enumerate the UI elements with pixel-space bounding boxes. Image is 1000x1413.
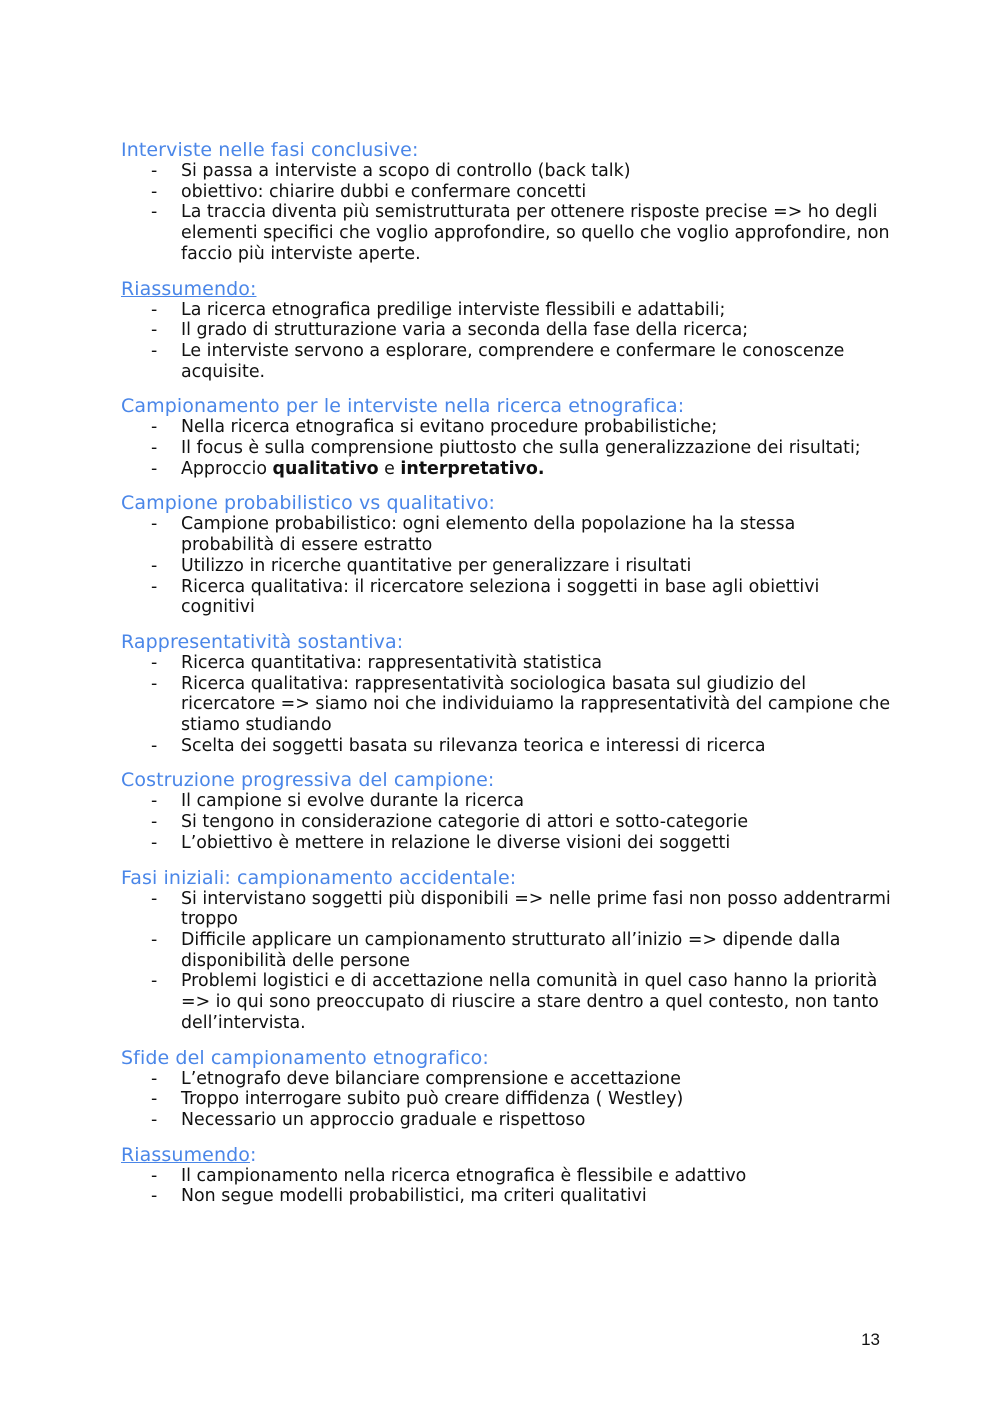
page-number: 13: [861, 1330, 880, 1349]
dash-marker: -: [151, 320, 158, 341]
list-item: [121, 202, 891, 264]
list-item-text: Si tengono in considerazione categorie di attori e sotto-categorie: [181, 812, 749, 833]
bullet-list: [121, 653, 891, 757]
list-item: [121, 161, 891, 182]
list-item-text: L’obiettivo è mettere in relazione le diverse visioni dei soggetti: [181, 832, 731, 853]
dash-marker: -: [151, 971, 158, 992]
list-item: [121, 300, 891, 321]
list-item: [121, 971, 891, 1033]
list-item: [121, 889, 891, 930]
list-item-text: Il campione si evolve durante la ricerca: [181, 791, 524, 812]
bullet-list: [121, 161, 891, 265]
list-item-text: Campione probabilistico: ogni elemento della popolazione ha la stessa probabilità di essere estratto: [181, 514, 796, 556]
section-heading: [121, 278, 891, 300]
dash-marker: -: [151, 735, 158, 756]
list-item: [121, 833, 891, 854]
list-item: [121, 653, 891, 674]
list-item-text: Il grado di strutturazione varia a seconda della fase della ricerca;: [181, 320, 749, 341]
list-item: [121, 674, 891, 736]
section-fasi-iniziali: [121, 867, 891, 1034]
section-riassumendo-1: [121, 278, 891, 383]
list-item: [121, 459, 891, 480]
section-campione-probabilistico: [121, 492, 891, 618]
section-sfide-campionamento: [121, 1047, 891, 1131]
dash-marker: -: [151, 832, 158, 853]
list-item-text: Non segue modelli probabilistici, ma criteri qualitativi: [181, 1186, 647, 1207]
approach-middle: e: [378, 458, 401, 479]
bullet-list: [121, 300, 891, 383]
approach-prefix: Approccio: [181, 458, 273, 479]
dash-marker: -: [151, 929, 158, 950]
dash-marker: -: [151, 181, 158, 202]
bullet-list: [121, 1166, 891, 1207]
list-item-text: Le interviste servono a esplorare, comprendere e confermare le conoscenze acquisite.: [181, 340, 845, 382]
list-item-text: La traccia diventa più semistrutturata per ottenere risposte precise => ho degli elementi specifici che voglio approfondire, so quello che voglio approfondire, non faccio più interviste aperte.: [181, 202, 890, 264]
bullet-list: [121, 514, 891, 618]
dash-marker: -: [151, 673, 158, 694]
page-content: [121, 139, 891, 1220]
list-item-text: Nella ricerca etnografica si evitano procedure probabilistiche;: [181, 417, 718, 438]
section-heading: Campionamento per le interviste nella ricerca etnografica:: [121, 395, 685, 418]
section-heading: Campione probabilistico vs qualitativo:: [121, 492, 496, 515]
dash-marker: -: [151, 1165, 158, 1186]
list-item-text: Utilizzo in ricerche quantitative per generalizzare i risultati: [181, 555, 692, 576]
list-item: [121, 514, 891, 555]
section-heading-underlined: Riassumendo: [121, 1143, 250, 1166]
dash-marker: -: [151, 202, 158, 223]
list-item-text: Il campionamento nella ricerca etnografica è flessibile e adattivo: [181, 1165, 747, 1186]
section-rappresentativita: [121, 631, 891, 757]
list-item: [121, 438, 891, 459]
approach-qualitativo: qualitativo: [272, 458, 379, 479]
list-item-text: obiettivo: chiarire dubbi e confermare concetti: [181, 181, 587, 202]
list-item-text: Si passa a interviste a scopo di controllo (back talk): [181, 161, 631, 181]
list-item-text: Si intervistano soggetti più disponibili => nelle prime fasi non posso addentrarmi troppo: [181, 888, 891, 930]
dash-marker: -: [151, 1186, 158, 1207]
dash-marker: -: [151, 340, 158, 361]
dash-marker: -: [151, 458, 158, 479]
dash-marker: -: [151, 888, 158, 909]
section-heading: Rappresentatività sostantiva:: [121, 630, 404, 653]
dash-marker: -: [151, 576, 158, 597]
list-item-text: Scelta dei soggetti basata su rilevanza teorica e interessi di ricerca: [181, 735, 766, 756]
dash-marker: -: [151, 652, 158, 673]
list-item: [121, 556, 891, 577]
dash-marker: -: [151, 812, 158, 833]
list-item: [121, 1186, 891, 1207]
section-heading-underlined: Riassumendo:: [121, 277, 257, 300]
section-riassumendo-2: [121, 1144, 891, 1207]
dash-marker: -: [151, 417, 158, 438]
section-heading: Costruzione progressiva del campione:: [121, 769, 495, 792]
list-item: [121, 930, 891, 971]
list-item-text: Ricerca qualitativa: rappresentatività sociologica basata sul giudizio del ricercatore => siamo noi che individuiamo la rappresentatività del campione che stiamo studiando: [181, 673, 891, 736]
section-heading: Fasi iniziali: campionamento accidentale:: [121, 866, 517, 889]
list-item-text: [181, 459, 544, 479]
dash-marker: -: [151, 161, 158, 181]
list-item-text: Troppo interrogare subito può creare diffidenza ( Westley): [181, 1089, 684, 1110]
list-item-text: Ricerca quantitativa: rappresentatività statistica: [181, 652, 603, 673]
list-item: [121, 341, 891, 382]
list-item-text: Necessario un approccio graduale e rispettoso: [181, 1109, 586, 1130]
dash-marker: -: [151, 555, 158, 576]
list-item: [121, 1166, 891, 1187]
section-heading: Interviste nelle fasi conclusive:: [121, 139, 419, 161]
list-item: [121, 791, 891, 812]
approach-interpretativo: interpretativo.: [400, 458, 545, 479]
section-heading: [121, 1144, 891, 1166]
dash-marker: -: [151, 299, 158, 320]
section-interviste-fasi-conclusive: [121, 139, 891, 265]
bullet-list: [121, 791, 891, 853]
dash-marker: -: [151, 1109, 158, 1130]
list-item: [121, 1069, 891, 1090]
list-item: [121, 1089, 891, 1110]
section-heading: Sfide del campionamento etnografico:: [121, 1046, 489, 1069]
list-item-text: Difficile applicare un campionamento strutturato all’inizio => dipende dalla disponibilità delle persone: [181, 929, 841, 971]
list-item: [121, 812, 891, 833]
list-item-text: La ricerca etnografica predilige interviste flessibili e adattabili;: [181, 299, 726, 320]
section-costruzione-progressiva: [121, 769, 891, 853]
bullet-list: [121, 889, 891, 1034]
list-item: [121, 417, 891, 438]
list-item: [121, 1110, 891, 1131]
dash-marker: -: [151, 438, 158, 459]
list-item-text: Il focus è sulla comprensione piuttosto che sulla generalizzazione dei risultati;: [181, 438, 861, 459]
list-item-text: Ricerca qualitativa: il ricercatore seleziona i soggetti in base agli obiettivi cognitivi: [181, 576, 820, 618]
dash-marker: -: [151, 791, 158, 812]
list-item: [121, 736, 891, 757]
list-item: [121, 577, 891, 618]
list-item: [121, 182, 891, 203]
dash-marker: -: [151, 514, 158, 535]
bullet-list: [121, 417, 891, 479]
list-item-text: Problemi logistici e di accettazione nella comunità in quel caso hanno la priorità => io qui sono preoccupato di riuscire a stare dentro a quel contesto, non tanto dell’intervista.: [181, 971, 879, 1033]
bullet-list: [121, 1069, 891, 1131]
dash-marker: -: [151, 1068, 158, 1089]
list-item-text: L’etnografo deve bilanciare comprensione e accettazione: [181, 1068, 681, 1089]
list-item: [121, 320, 891, 341]
section-heading-suffix: :: [250, 1143, 257, 1166]
section-campionamento-interviste: [121, 395, 891, 479]
dash-marker: -: [151, 1089, 158, 1110]
